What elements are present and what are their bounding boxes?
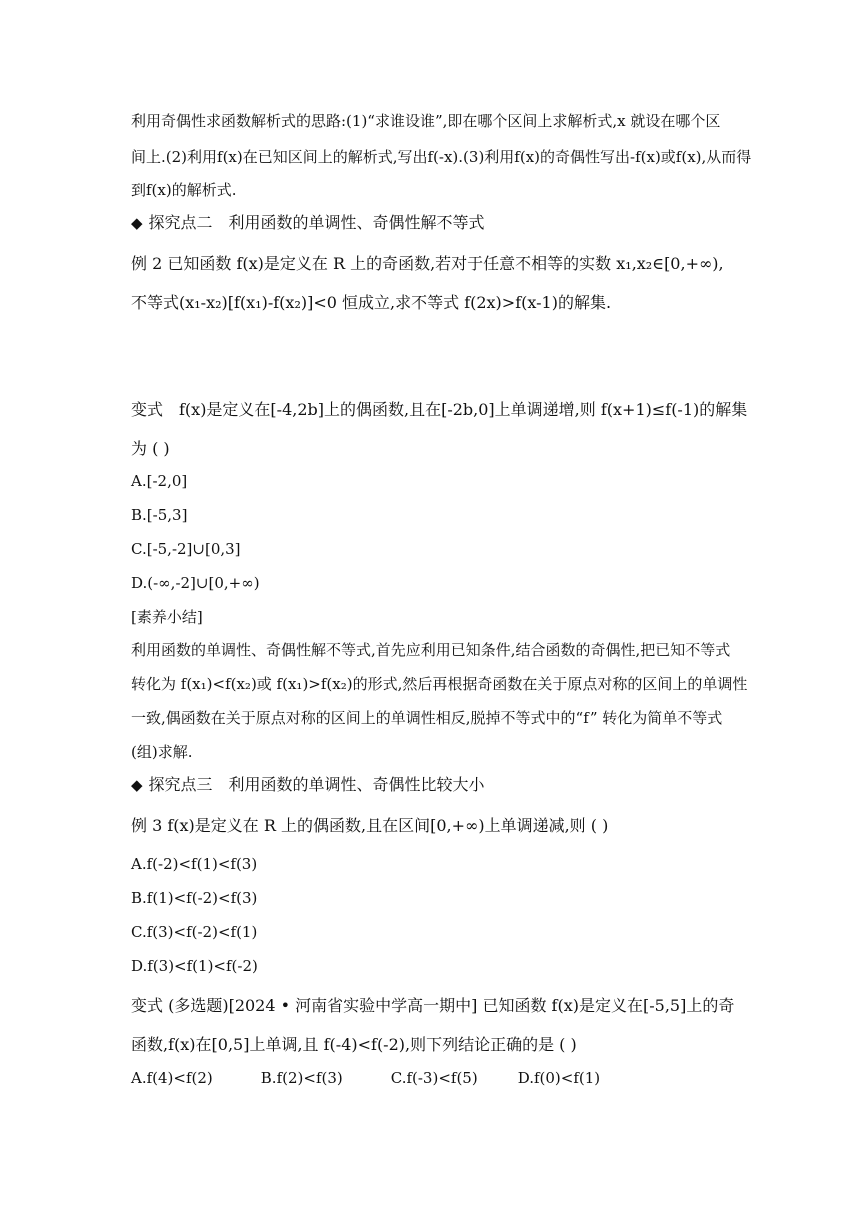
- section2-heading: [131, 215, 485, 231]
- variant2-option-d: D.(-∞,-2]∪[0,+∞): [131, 574, 260, 592]
- variant3-option-b: B.f(2)<f(3): [260, 1069, 343, 1087]
- summary2-label: [素养小结]: [131, 608, 203, 626]
- diamond-bullet-icon: ◆: [131, 776, 143, 794]
- example3-option-b: B.f(1)<f(-2)<f(3): [131, 889, 258, 907]
- variant3-option-a: A.f(4)<f(2): [131, 1069, 213, 1087]
- summary2-line-1: 利用函数的单调性、奇偶性解不等式,首先应利用已知条件,结合函数的奇偶性,把已知不等式: [131, 641, 731, 659]
- section2-title: 探究点二 利用函数的单调性、奇偶性解不等式: [148, 213, 485, 232]
- diamond-bullet-icon: ◆: [131, 214, 143, 232]
- example3-line: 例 3 f(x)是定义在 R 上的偶函数,且在区间[0,+∞)上单调递减,则 ( ): [131, 816, 609, 835]
- variant3-option-d: D.f(0)<f(1): [517, 1069, 601, 1087]
- example3-option-d: D.f(3)<f(1)<f(-2): [131, 957, 258, 975]
- variant3-options-row: [131, 1071, 600, 1086]
- summary1-line-3: 到f(x)的解析式.: [131, 181, 237, 199]
- example2-line-2: 不等式(x₁-x₂)[f(x₁)-f(x₂)]<0 恒成立,求不等式 f(2x)>f(x-1)的解集.: [131, 293, 612, 312]
- variant2-line-2: 为 ( ): [131, 439, 170, 458]
- summary2-line-3: 一致,偶函数在关于原点对称的区间上的单调性相反,脱掉不等式中的“f” 转化为简单不等式: [131, 709, 723, 727]
- variant3-line-2: 函数,f(x)在[0,5]上单调,且 f(-4)<f(-2),则下列结论正确的是 ( ): [131, 1035, 577, 1054]
- variant2-option-c: C.[-5,-2]∪[0,3]: [131, 540, 241, 558]
- section3-title: 探究点三 利用函数的单调性、奇偶性比较大小: [148, 775, 485, 794]
- example3-option-a: A.f(-2)<f(1)<f(3): [131, 855, 258, 873]
- variant2-line-1: 变式 f(x)是定义在[-4,2b]上的偶函数,且在[-2b,0]上单调递增,则 f(x+1)≤f(-1)的解集: [131, 400, 748, 419]
- variant3-option-c: C.f(-3)<f(5): [390, 1069, 478, 1087]
- summary2-line-2: 转化为 f(x₁)<f(x₂)或 f(x₁)>f(x₂)的形式,然后再根据奇函数在关于原点对称的区间上的单调性: [131, 675, 748, 693]
- summary1-line-2: 间上.(2)利用f(x)在已知区间上的解析式,写出f(-x).(3)利用f(x)的奇偶性写出-f(x)或f(x),从而得: [131, 148, 752, 166]
- variant2-option-a: A.[-2,0]: [131, 472, 188, 490]
- summary1-line-1: 利用奇偶性求函数解析式的思路:(1)“求谁设谁”,即在哪个区间上求解析式,x 就设在哪个区: [131, 112, 721, 130]
- example3-option-c: C.f(3)<f(-2)<f(1): [131, 923, 258, 941]
- example2-line-1: 例 2 已知函数 f(x)是定义在 R 上的奇函数,若对于任意不相等的实数 x₁,x₂∈[0,+∞),: [131, 254, 724, 273]
- section3-heading: [131, 777, 485, 793]
- variant2-option-b: B.[-5,3]: [131, 506, 188, 524]
- variant3-line-1: 变式 (多选题)[2024 • 河南省实验中学高一期中] 已知函数 f(x)是定义在[-5,5]上的奇: [131, 996, 735, 1015]
- summary2-line-4: (组)求解.: [131, 743, 193, 761]
